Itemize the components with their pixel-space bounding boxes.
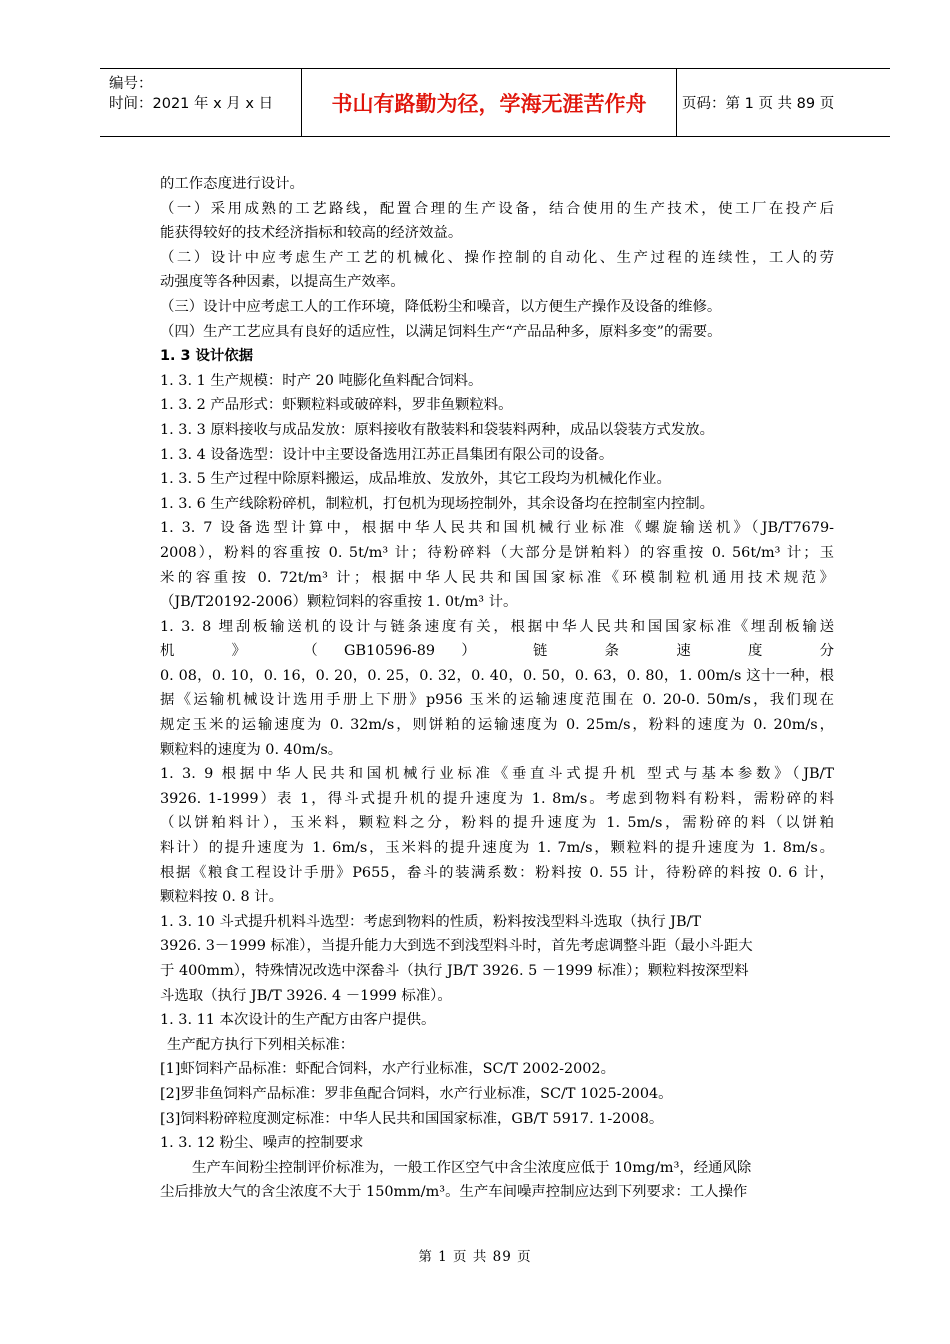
body-text-line: 1. 3. 5 生产过程中除原料搬运，成品堆放、发放外，其它工段均为机械化作业。: [160, 471, 671, 488]
body-text-line: 0. 08，0. 10，0. 16，0. 20，0. 25，0. 32，0. 40，0. 50，0. 63，0. 80，1. 00m/s 这十一种，根: [160, 667, 834, 684]
body-text-line: （四）生产工艺应具有良好的适应性，以满足饲料生产“产品品种多，原料多变”的需要。: [160, 323, 722, 340]
document-number-label: 编号：: [109, 76, 153, 92]
body-text-line: [3]饲料粉碎粒度测定标准：中华人民共和国国家标准，GB/T 5917. 1-2008。: [160, 1110, 664, 1127]
body-text-line: [2]罗非鱼饲料产品标准：罗非鱼配合饲料，水产行业标准，SC/T 1025-2004。: [160, 1085, 673, 1102]
body-text-line: 据《运输机械设计选用手册上下册》p956 玉米的运输速度范围在 0. 20-0. 50m/s，我们现在: [160, 692, 834, 709]
body-text-line: 1. 3. 9 根据中华人民共和国机械行业标准《垂直斗式提升机 型式与基本参数》（JB/T: [160, 766, 834, 783]
section-heading: 1. 3 设计依据: [160, 348, 254, 365]
body-text-line: 1. 3. 11 本次设计的生产配方由客户提供。: [160, 1012, 436, 1029]
document-body: [160, 172, 834, 1205]
body-text-line: 1. 3. 12 粉尘、噪声的控制要求: [160, 1135, 364, 1152]
body-text-line: 1. 3. 8 埋刮板输送机的设计与链条速度有关，根据中华人民共和国国家标准《埋刮板输送: [160, 618, 834, 635]
body-text-line: 3926. 3－1999 标准），当提升能力大到选不到浅型料斗时，首先考虑调整斗距（最小斗距大: [160, 938, 753, 955]
body-text-line: （JB/T20192-2006）颗粒饲料的容重按 1. 0t/m³ 计。: [160, 594, 518, 611]
document-time-label: 时间：2021 年 x 月 x 日: [109, 96, 274, 112]
body-text-line: 1. 3. 3 原料接收与成品发放：原料接收有散装料和袋装料两种，成品以袋装方式发放。: [160, 421, 715, 438]
body-text-line: 生产车间粉尘控制评价标准为，一般工作区空气中含尘浓度应低于 10mg/m³，经通风除: [192, 1159, 752, 1176]
body-text-line: 1. 3. 7 设备选型计算中，根据中华人民共和国机械行业标准《螺旋输送机》（JB/T7679-: [160, 520, 834, 537]
body-text-line: 1. 3. 10 斗式提升机料斗选型：考虑到物料的性质，粉料按浅型料斗选取（执行 JB/T: [160, 913, 701, 930]
header-page-label: 页码：第 1 页 共 89 页: [682, 96, 835, 112]
body-text-line: 于 400mm），特殊情况改选中深畚斗（执行 JB/T 3926. 5 －1999 标准）；颗粒料按深型料: [160, 963, 749, 979]
body-text-line: [1]虾饲料产品标准：虾配合饲料，水产行业标准，SC/T 2002-2002。: [160, 1061, 615, 1078]
body-text-line: 能获得较好的技术经济指标和较高的经济效益。: [160, 225, 463, 242]
header-info-cell: [100, 69, 300, 136]
body-text-line: 尘后排放大气的含尘浓度不大于 150mm/m³。生产车间噪声控制应达到下列要求：工人操作: [160, 1184, 748, 1201]
body-text-line: 1. 3. 2 产品形式：虾颗粒料或破碎料，罗非鱼颗粒料。: [160, 397, 513, 414]
body-text-line: （一）采用成熟的工艺路线，配置合理的生产设备，结合使用的生产技术，使工厂在投产后: [160, 200, 834, 217]
header-motto: 书山有路勤为径，学海无涯苦作舟: [301, 69, 677, 136]
body-text-line: 的工作态度进行设计。: [160, 176, 304, 192]
page-footer: 第 1 页 共 89 页: [418, 1249, 532, 1265]
body-text-line: 动强度等各种因素，以提高生产效率。: [160, 274, 405, 291]
body-text-line: 颗粒料的速度为 0. 40m/s。: [160, 741, 343, 758]
body-text-line: 规定玉米的运输速度为 0. 32m/s，则饼粕的运输速度为 0. 25m/s，粉料的速度为 0. 20m/s，: [160, 717, 834, 734]
body-text-line: 1. 3. 4 设备选型：设计中主要设备选用江苏正昌集团有限公司的设备。: [160, 446, 614, 463]
body-text-line: 2008），粉料的容重按 0. 5t/m³ 计；待粉碎料（大部分是饼粕料）的容重按 0. 56t/m³ 计；玉: [160, 544, 834, 561]
body-text-line: 米的容重按 0. 72t/m³ 计；根据中华人民共和国国家标准《环模制粒机通用技术规范》: [160, 569, 834, 586]
body-text-line: 颗粒料按 0. 8 计。: [160, 889, 283, 906]
body-text-line: （二）设计中应考虑生产工艺的机械化、操作控制的自动化、生产过程的连续性，工人的劳: [160, 249, 834, 266]
body-text-line: 生产配方执行下列相关标准：: [167, 1036, 355, 1053]
body-text-line: 料计）的提升速度为 1. 6m/s，玉米料的提升速度为 1. 7m/s，颗粒料的提升速度为 1. 8m/s。: [160, 840, 834, 857]
body-text-line: 斗选取（执行 JB/T 3926. 4 －1999 标准）。: [160, 987, 452, 1004]
body-text-line: 1. 3. 1 生产规模：时产 20 吨膨化鱼料配合饲料。: [160, 372, 483, 389]
body-text-line: 3926. 1-1999）表 1，得斗式提升机的提升速度为 1. 8m/s。考虑到物料有粉料，需粉碎的料: [160, 790, 834, 807]
body-text-line: 根据《粮食工程设计手册》P655，畚斗的装满系数：粉料按 0. 55 计，待粉碎的料按 0. 6 计，: [160, 864, 834, 881]
page-header: [100, 68, 890, 137]
body-text-line: 1. 3. 6 生产线除粉碎机，制粒机，打包机为现场控制外，其余设备均在控制室内控制。: [160, 495, 715, 512]
body-text-line: 机 》 （GB10596-89） 链 条 速 度 分: [160, 643, 834, 660]
body-text-line: （以饼粕料计），玉米料，颗粒料之分，粉料的提升速度为 1. 5m/s，需粉碎的料（以饼粕: [160, 815, 834, 832]
body-text-line: （三）设计中应考虑工人的工作环境，降低粉尘和噪音，以方便生产操作及设备的维修。: [160, 298, 722, 315]
